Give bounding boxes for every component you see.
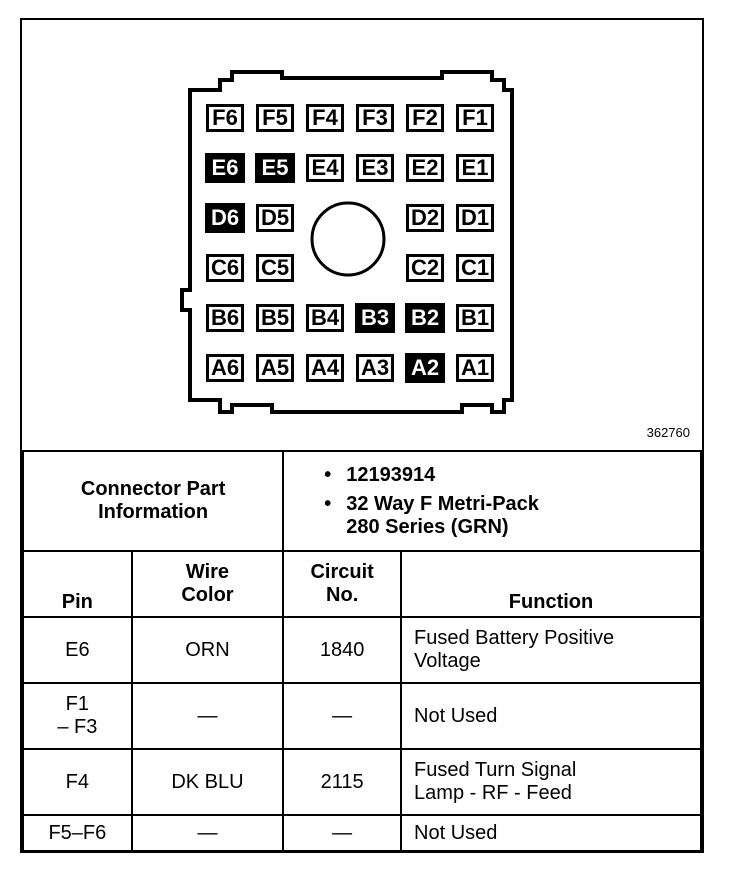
- pin-f2: F2: [406, 104, 444, 132]
- header-circuit: Circuit No.: [283, 551, 401, 617]
- pin-a1: A1: [456, 354, 494, 382]
- pin-e3: E3: [356, 154, 394, 182]
- part-info-values: [283, 451, 701, 551]
- pin-a3: A3: [356, 354, 394, 382]
- pin-a6: A6: [206, 354, 244, 382]
- pin-d1: D1: [456, 204, 494, 232]
- header-wire-color: Wire Color: [132, 551, 284, 617]
- part-description: • 32 Way F Metri-Pack 280 Series (GRN): [324, 493, 694, 539]
- pin-b5: B5: [256, 304, 294, 332]
- pin-e2: E2: [406, 154, 444, 182]
- connector-face-diagram: [22, 20, 702, 450]
- connector-sheet: [20, 18, 704, 853]
- pin-b3: B3: [356, 304, 394, 332]
- pin-e4: E4: [306, 154, 344, 182]
- table-row: F1 – F3 — — Not Used: [23, 683, 701, 749]
- pin-f4: F4: [306, 104, 344, 132]
- pin-e5: E5: [256, 154, 294, 182]
- pin-f1: F1: [456, 104, 494, 132]
- diagram-id-label: 362760: [646, 425, 690, 440]
- pin-e1: E1: [456, 154, 494, 182]
- pin-f6: F6: [206, 104, 244, 132]
- table-row: F4 DK BLU 2115 Fused Turn Signal Lamp - RF - Feed: [23, 749, 701, 815]
- header-pin: Pin: [23, 551, 132, 617]
- header-row: [23, 551, 701, 617]
- pin-b1: B1: [456, 304, 494, 332]
- pin-c6: C6: [206, 254, 244, 282]
- pin-a4: A4: [306, 354, 344, 382]
- pin-f5: F5: [256, 104, 294, 132]
- pin-c1: C1: [456, 254, 494, 282]
- connector-outline: [22, 20, 702, 450]
- pin-c2: C2: [406, 254, 444, 282]
- pin-b2: B2: [406, 304, 444, 332]
- pin-b6: B6: [206, 304, 244, 332]
- part-info-row: [23, 451, 701, 551]
- table-row: E6 ORN 1840 Fused Battery Positive Voltage: [23, 617, 701, 683]
- pin-a5: A5: [256, 354, 294, 382]
- header-function: Function: [401, 551, 701, 617]
- pin-d5: D5: [256, 204, 294, 232]
- pin-f3: F3: [356, 104, 394, 132]
- part-info-label: Connector Part Information: [23, 451, 283, 551]
- part-number: • 12193914: [324, 464, 694, 487]
- pin-d6: D6: [206, 204, 244, 232]
- pin-e6: E6: [206, 154, 244, 182]
- pin-d2: D2: [406, 204, 444, 232]
- table-row: F5–F6 — — Not Used: [23, 815, 701, 851]
- pin-c5: C5: [256, 254, 294, 282]
- connector-table: [22, 450, 702, 852]
- pin-b4: B4: [306, 304, 344, 332]
- pin-a2: A2: [406, 354, 444, 382]
